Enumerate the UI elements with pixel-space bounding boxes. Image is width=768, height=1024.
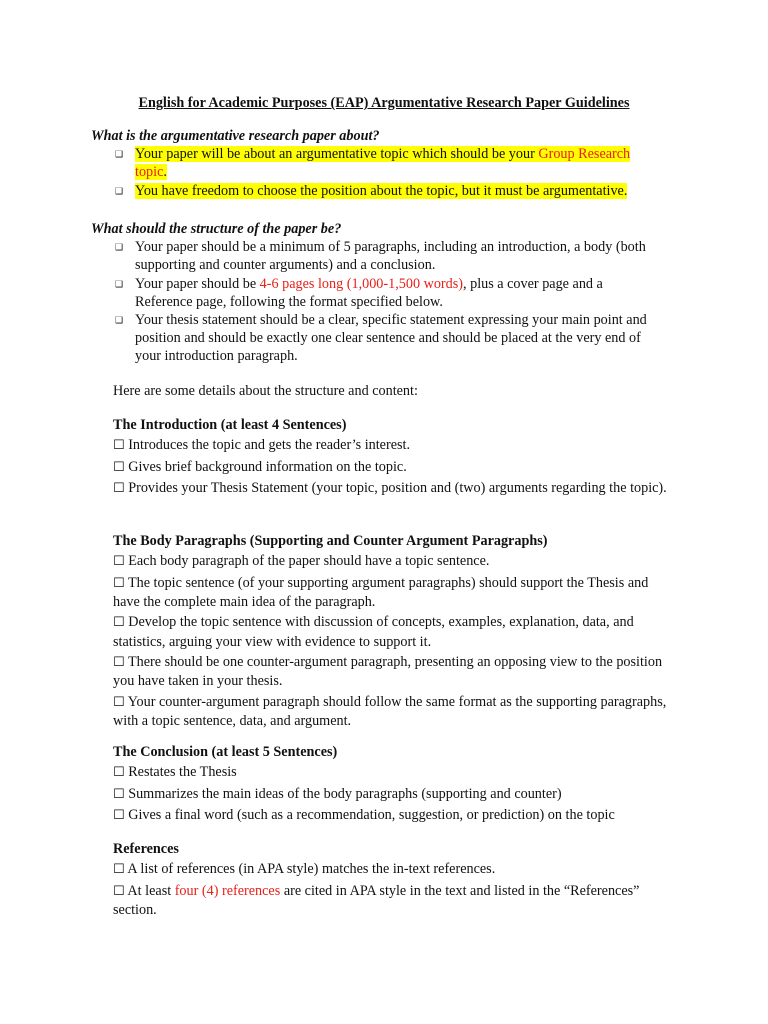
checklist-item: ☐ Gives brief background information on the topic. <box>113 458 407 475</box>
heading-introduction: The Introduction (at least 4 Sentences) <box>113 417 347 433</box>
checkbox-icon: ☐ <box>113 438 125 454</box>
checkbox-icon: ☐ <box>113 575 125 591</box>
square-bullet-icon: ❑ <box>115 315 124 326</box>
bullet-text: You have freedom to choose the position about the topic, but it must be argumentative. <box>135 182 628 199</box>
details-intro: Here are some details about the structure and content: <box>113 383 418 399</box>
checklist-item: ☐ Summarizes the main ideas of the body paragraphs (supporting and counter) <box>113 785 562 802</box>
bullet-item <box>115 275 655 311</box>
checklist-item: ☐ Restates the Thesis <box>113 764 237 781</box>
checkbox-icon: ☐ <box>113 654 125 670</box>
bullet-item <box>115 311 665 366</box>
checklist-item: ☐ Introduces the topic and gets the reader’s interest. <box>113 437 411 454</box>
checkbox-icon: ☐ <box>113 554 125 570</box>
checkbox-icon: ☐ <box>113 862 125 878</box>
checkbox-icon: ☐ <box>113 765 125 781</box>
checklist-item: ☐ The topic sentence (of your supporting argument paragraphs) should support the Thesis and have the complete main idea of the paragraph. <box>113 574 649 610</box>
checklist-item: ☐ There should be one counter-argument paragraph, presenting an opposing view to the position you have taken in your thesis. <box>113 653 663 690</box>
bullet-text: Your paper should be 4-6 pages long (1,000-1,500 words), plus a cover page and a Reference page, following the format specified below. <box>135 275 603 310</box>
question-about: What is the argumentative research paper about? <box>91 128 380 144</box>
square-bullet-icon: ❑ <box>115 242 124 253</box>
square-bullet-icon: ❑ <box>115 278 124 289</box>
checkbox-icon: ☐ <box>113 786 125 802</box>
checklist-item: ☐ Gives a final word (such as a recommendation, suggestion, or prediction) on the topic <box>113 807 615 824</box>
checklist-item: ☐ Your counter-argument paragraph should follow the same format as the supporting paragraphs, with a topic sentence, data, and argument. <box>113 693 667 729</box>
checklist-item: ☐ Each body paragraph of the paper should have a topic sentence. <box>113 553 490 570</box>
question-structure: What should the structure of the paper be? <box>91 221 342 237</box>
checkbox-icon: ☐ <box>113 481 125 497</box>
bullet-text: Your paper will be about an argumentative topic which should be your Group Research topic. <box>135 146 631 181</box>
checklist-item: ☐ A list of references (in APA style) matches the in-text references. <box>113 861 496 878</box>
checklist-item: ☐ Provides your Thesis Statement (your topic, position and (two) arguments regarding the topic). <box>113 480 667 497</box>
heading-body: The Body Paragraphs (Supporting and Counter Argument Paragraphs) <box>113 533 548 549</box>
bullet-text: Your paper should be a minimum of 5 paragraphs, including an introduction, a body (both supporting and counter arguments) and a conclusion. <box>135 239 646 274</box>
checklist-item: ☐ At least four (4) references are cited in APA style in the text and listed in the “References” section. <box>113 882 640 918</box>
checkbox-icon: ☐ <box>113 883 125 899</box>
bullet-item <box>115 145 663 181</box>
checklist-item: ☐ Develop the topic sentence with discussion of concepts, examples, explanation, data, and statistics, arguing your view with evidence to support it. <box>113 614 634 650</box>
checkbox-icon: ☐ <box>113 459 125 475</box>
section-body <box>113 532 668 732</box>
bullet-item <box>115 238 655 274</box>
heading-conclusion: The Conclusion (at least 5 Sentences) <box>113 744 338 760</box>
heading-references: References <box>113 841 179 857</box>
section-about <box>91 127 691 200</box>
bullet-item <box>115 182 663 200</box>
square-bullet-icon: ❑ <box>115 149 124 160</box>
bullet-text: Your thesis statement should be a clear, specific statement expressing your main point and position and should be exactly one clear sentence and should be placed at the very end of your introduction paragraph. <box>135 312 647 365</box>
section-references <box>113 840 673 921</box>
section-conclusion <box>113 743 668 828</box>
section-introduction <box>113 416 668 501</box>
document-title: English for Academic Purposes (EAP) Argumentative Research Paper Guidelines <box>138 95 630 111</box>
checkbox-icon: ☐ <box>113 615 125 631</box>
checkbox-icon: ☐ <box>113 694 125 710</box>
section-structure <box>91 220 691 366</box>
square-bullet-icon: ❑ <box>115 185 124 196</box>
checkbox-icon: ☐ <box>113 808 125 824</box>
